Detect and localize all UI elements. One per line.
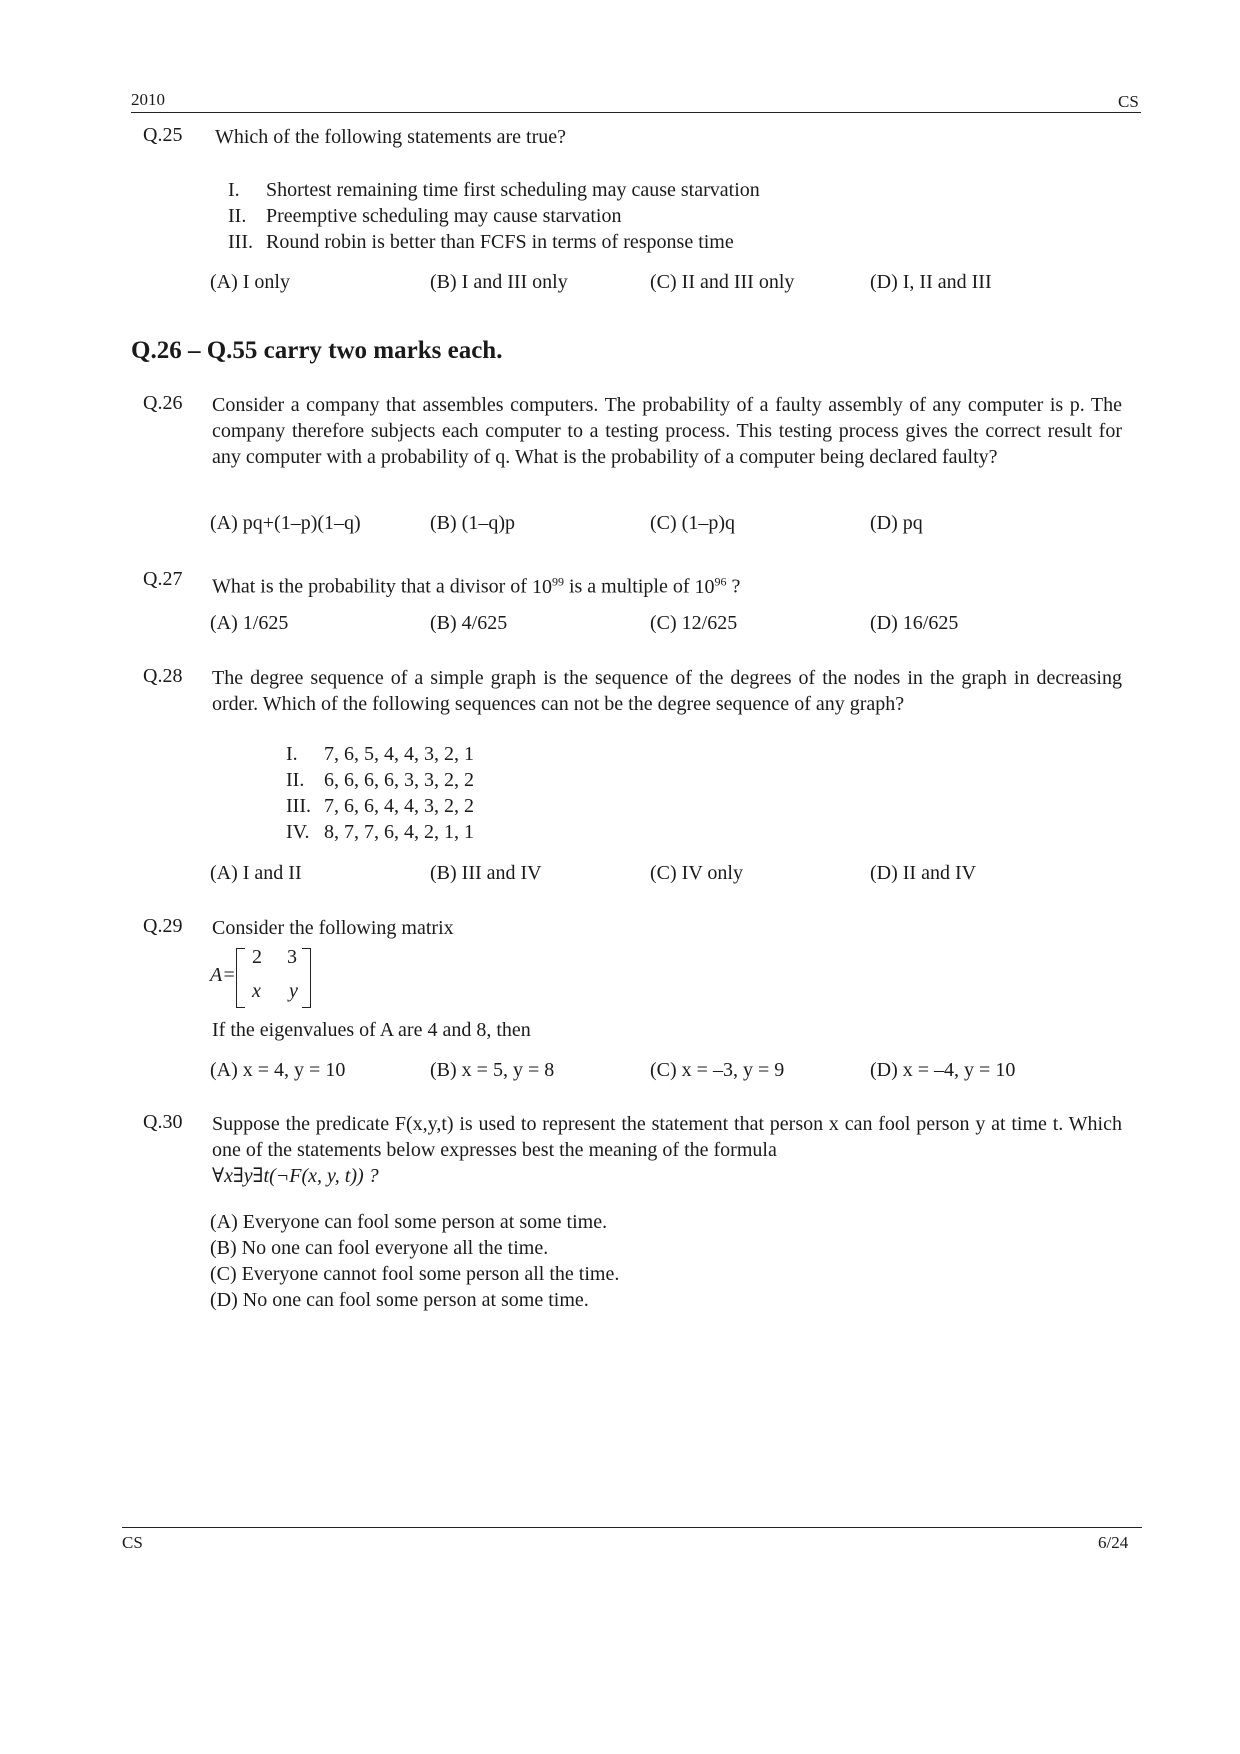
matrix-cell: 3 xyxy=(287,946,297,968)
matrix-cell: 2 xyxy=(252,946,262,968)
q29-text: Consider the following matrix xyxy=(212,917,454,939)
q25-statement: III. Round robin is better than FCFS in terms of response time xyxy=(228,231,734,253)
q25-statement: I. Shortest remaining time first scheduling may cause starvation xyxy=(228,179,760,201)
footer-paper-code: CS xyxy=(122,1533,143,1552)
q30-number: Q.30 xyxy=(143,1111,183,1133)
matrix-right-bracket xyxy=(302,948,311,1008)
q29-option-d: (D) x = –4, y = 10 xyxy=(870,1059,1016,1081)
q27-option-b: (B) 4/625 xyxy=(430,612,508,634)
footer-rule xyxy=(122,1527,1142,1528)
q27-power-1: $10^{99}$ xyxy=(531,574,564,598)
q30-text: Suppose the predicate F(x,y,t) is used to represent the statement that person x can fool person y at time t. Which one of the statements below expresses best the meaning of the formula xyxy=(212,1113,1122,1161)
q30-option-c: (C) Everyone cannot fool some person all the time. xyxy=(210,1263,620,1285)
q26-text: Consider a company that assembles computers. The probability of a faulty assembly of any computer is p. The company therefore subjects each computer to a testing process. This testing process gives the correct result for any computer with a probability of q. What is the probability of a computer being declared faulty? xyxy=(212,394,1122,468)
q28-text: The degree sequence of a simple graph is the sequence of the degrees of the nodes in the graph in decreasing order. Which of the following sequences can not be the degree sequence of any graph? xyxy=(212,667,1122,715)
q25-option-b: (B) I and III only xyxy=(430,271,568,293)
matrix-left-bracket xyxy=(236,948,245,1008)
header-year: 2010 xyxy=(131,90,165,109)
q29-option-a: (A) x = 4, y = 10 xyxy=(210,1059,346,1081)
q26-option-a: (A) pq+(1–p)(1–q) xyxy=(210,512,361,534)
q27-number: Q.27 xyxy=(143,568,183,590)
q25-text: Which of the following statements are true? xyxy=(215,126,566,148)
q28-sequence: I. 7, 6, 5, 4, 4, 3, 2, 1 xyxy=(286,743,474,765)
q27-option-d: (D) 16/625 xyxy=(870,612,959,634)
q28-option-a: (A) I and II xyxy=(210,862,302,884)
matrix-cell: x xyxy=(252,980,261,1002)
q28-option-b: (B) III and IV xyxy=(430,862,542,884)
q29-option-c: (C) x = –3, y = 9 xyxy=(650,1059,785,1081)
q27-option-c: (C) 12/625 xyxy=(650,612,738,634)
q29-text-2: If the eigenvalues of A are 4 and 8, then xyxy=(212,1019,531,1041)
q29-option-b: (B) x = 5, y = 8 xyxy=(430,1059,555,1081)
q25-option-d: (D) I, II and III xyxy=(870,271,992,293)
q28-sequence: IV. 8, 7, 7, 6, 4, 2, 1, 1 xyxy=(286,821,474,843)
q26-number: Q.26 xyxy=(143,392,183,414)
q27-option-a: (A) 1/625 xyxy=(210,612,289,634)
q28-sequence: II. 6, 6, 6, 6, 3, 3, 2, 2 xyxy=(286,769,474,791)
q28-option-c: (C) IV only xyxy=(650,862,743,884)
q25-number: Q.25 xyxy=(143,124,183,146)
q30-option-d: (D) No one can fool some person at some time. xyxy=(210,1289,589,1311)
q27-power-2: $10^{96}$ xyxy=(694,574,727,598)
q29-number: Q.29 xyxy=(143,915,183,937)
q30-option-b: (B) No one can fool everyone all the time. xyxy=(210,1237,549,1259)
q28-sequence: III. 7, 6, 6, 4, 4, 3, 2, 2 xyxy=(286,795,474,817)
q30-formula: ∀x∃y∃t(¬F(x, y, t)) ? xyxy=(212,1165,379,1187)
q26-option-d: (D) pq xyxy=(870,512,923,534)
matrix-label: A= xyxy=(210,964,236,986)
q28-option-d: (D) II and IV xyxy=(870,862,977,884)
q26-option-c: (C) (1–p)q xyxy=(650,512,735,534)
q25-option-c: (C) II and III only xyxy=(650,271,795,293)
header-rule xyxy=(131,112,1141,113)
q28-number: Q.28 xyxy=(143,665,183,687)
q25-statement: II. Preemptive scheduling may cause starvation xyxy=(228,205,622,227)
matrix-cell: y xyxy=(289,980,298,1002)
q25-option-a: (A) I only xyxy=(210,271,290,293)
section-title: Q.26 – Q.55 carry two marks each. xyxy=(131,337,503,364)
footer-page-number: 6/24 xyxy=(1098,1533,1129,1552)
q30-option-a: (A) Everyone can fool some person at some time. xyxy=(210,1211,608,1233)
q27-text: What is the probability that a divisor of $10^{99}$ is a multiple of $10^{96}$ ? xyxy=(212,574,741,598)
q26-option-b: (B) (1–q)p xyxy=(430,512,515,534)
header-paper-code: CS xyxy=(1118,92,1139,111)
